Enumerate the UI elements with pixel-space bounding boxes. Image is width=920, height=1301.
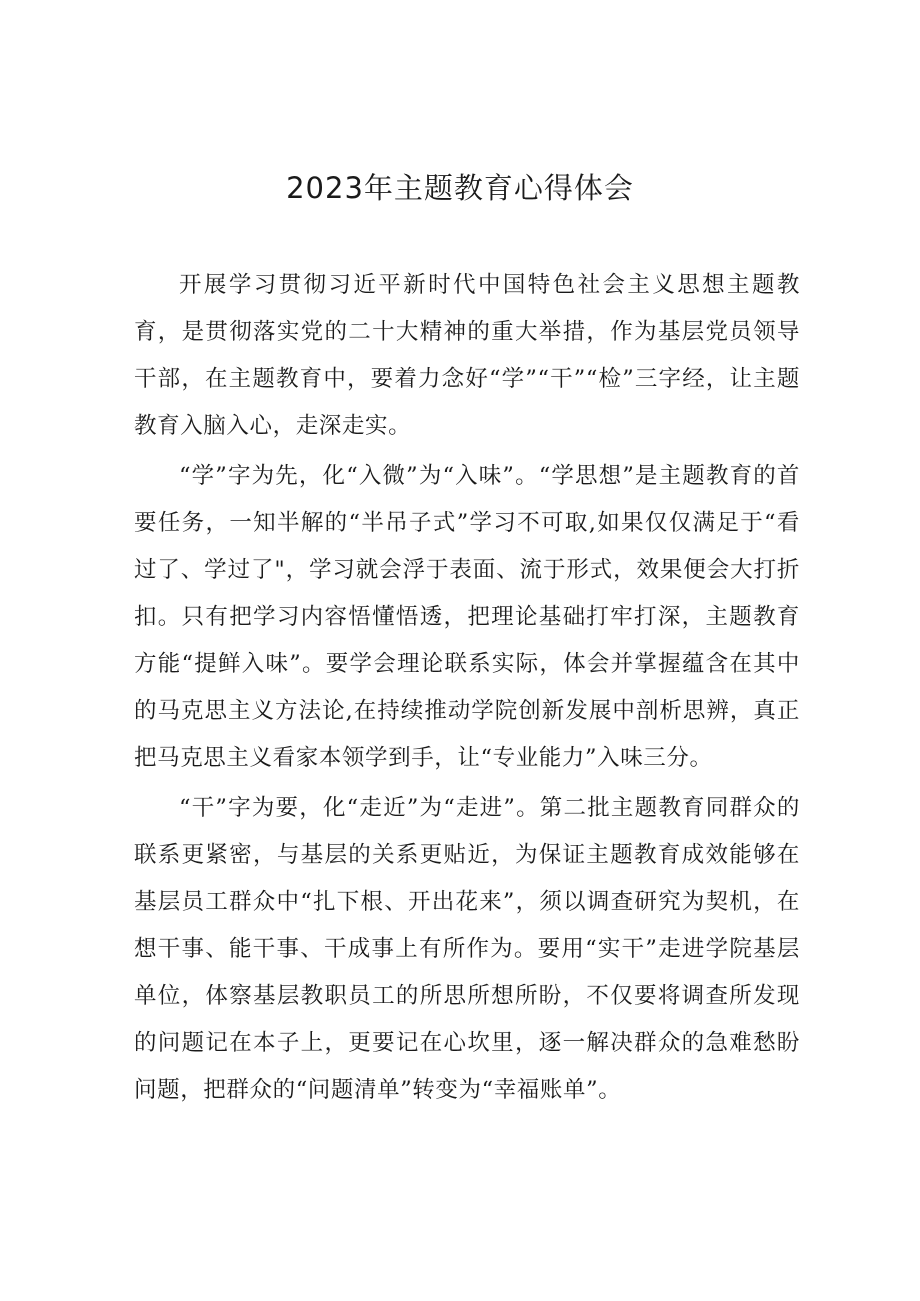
paragraph-action: “干”字为要，化“走近”为“走进”。第二批主题教育同群众的联系更紧密，与基层的关系更贴近，为保证主题教育成效能够在基层员工群众中“扎下根、开出花来”，须以调查研究为契机，在想干事、能干事、干成事上有所作为。要用“实干”走进学院基层单位，体察基层教职员工的所思所想所盼，不仅要将调查所发现的问题记在本子上，更要记在心坎里，逐一解决群众的急难愁盼问题，把群众的“问题清单”转变为“幸福账单”。 (134, 795, 800, 1103)
paragraph-intro: 开展学习贯彻习近平新时代中国特色社会主义思想主题教育，是贯彻落实党的二十大精神的重大举措，作为基层党员领导干部，在主题教育中，要着力念好“学”“干”“检”三字经，让主题教育入脑入心，走深走实。 (134, 272, 800, 439)
document-title: 2023年主题教育心得体会 (286, 171, 634, 205)
document-body (134, 262, 800, 1117)
paragraph-study: “学”字为先，化“入微”为“入味”。“学思想”是主题教育的首要任务，一知半解的“半吊子式”学习不可取,如果仅仅满足于“看过了、学过了"，学习就会浮于表面、流于形式，效果便会大打折扣。只有把学习内容悟懂悟透，把理论基础打牢打深，主题教育方能“提鲜入味”。要学会理论联系实际，体会并掌握蕴含在其中的马克思主义方法论,在持续推动学院创新发展中剖析思辨，真正把马克思主义看家本领学到手，让“专业能力”入味三分。 (134, 463, 800, 771)
